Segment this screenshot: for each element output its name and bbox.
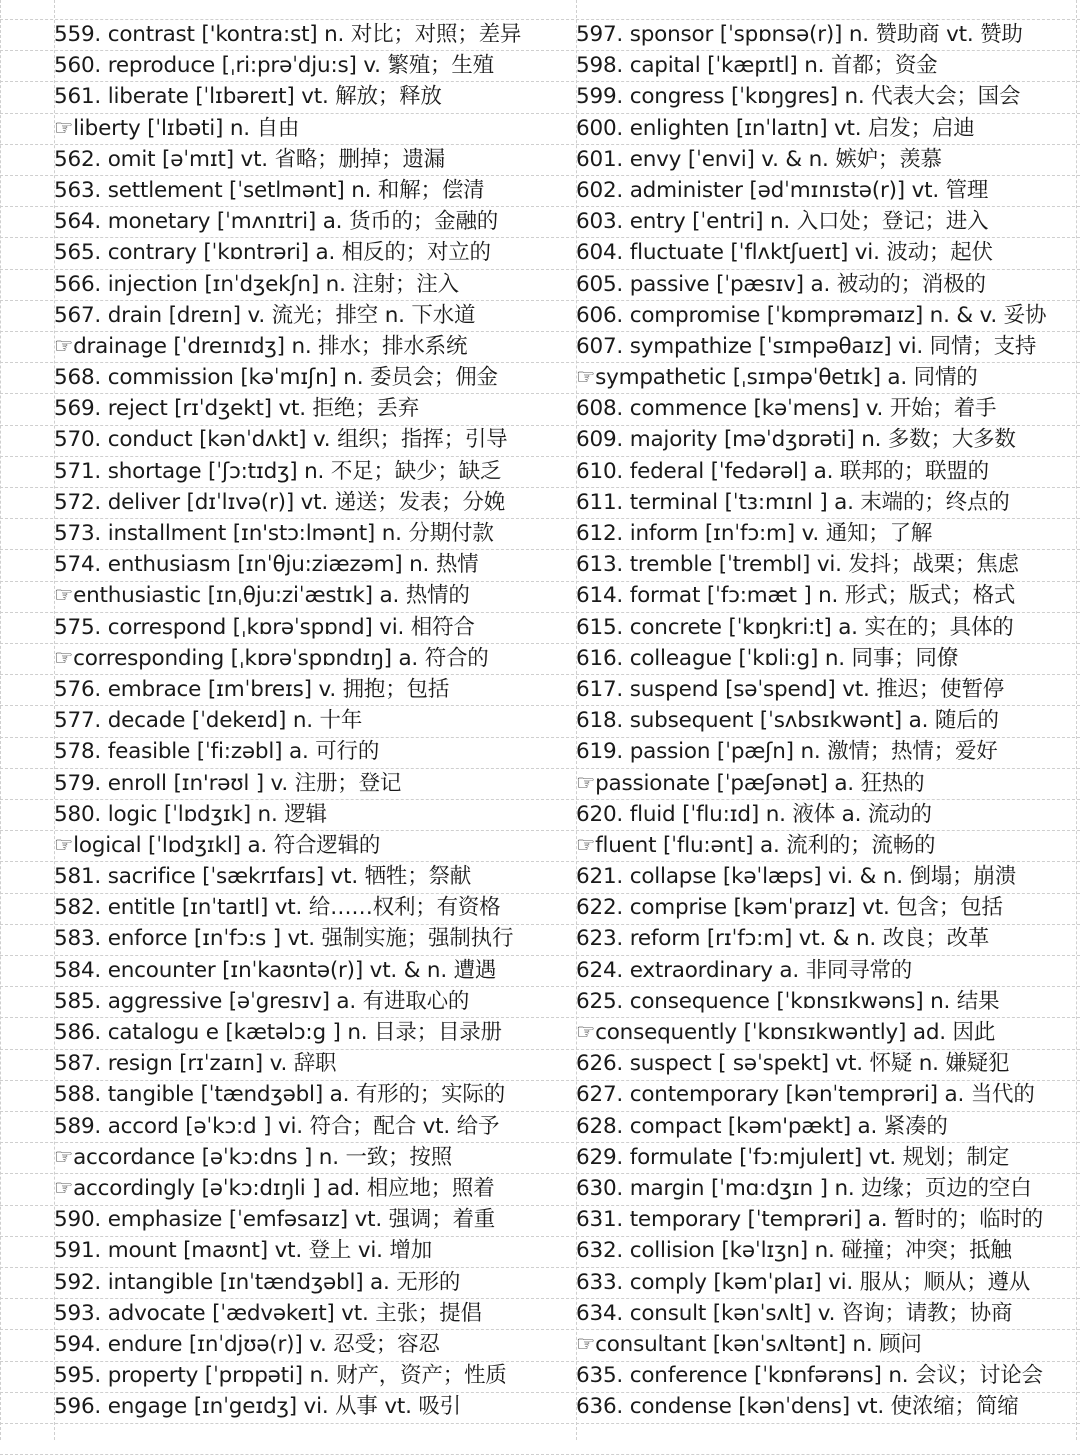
vocab-entry: 601. envy [ˈenvi] v. & n. 嫉妒；羡慕 xyxy=(576,146,942,172)
vocab-entry: 583. enforce [ɪnˈfɔ:s ] vt. 强制实施；强制执行 xyxy=(54,926,514,952)
vocab-entry: ☞accordance [əˈkɔ:dns ] n. 一致；按照 xyxy=(54,1144,452,1170)
vocab-entry: 592. intangible [ɪnˈtændʒəbl] a. 无形的 xyxy=(54,1269,461,1295)
vocab-entry: ☞fluent [ˈflu:ənt] a. 流利的；流畅的 xyxy=(576,832,936,858)
vocab-entry: 607. sympathize [ˈsɪmpəθaɪz] vi. 同情；支持 xyxy=(576,333,1037,359)
vocab-entry: 566. injection [ɪnˈdʒekʃn] n. 注射；注入 xyxy=(54,271,459,297)
vocab-entry: ☞consequently [ˈkɒnsɪkwəntly] ad. 因此 xyxy=(576,1020,996,1045)
vocab-entry: 624. extraordinary a. 非同寻常的 xyxy=(576,957,913,983)
vocab-entry: ☞corresponding [ˌkɒrəˈspɒndɪŋ] a. 符合的 xyxy=(54,645,489,671)
vocab-entry: 578. feasible [ˈfi:zəbl] a. 可行的 xyxy=(54,739,380,765)
vocab-entry: 597. sponsor [ˈspɒnsə(r)] n. 赞助商 vt. 赞助 xyxy=(576,22,1023,47)
vocab-entry: 632. collision [kəˈlɪʒn] n. 碰撞；冲突；抵触 xyxy=(576,1238,1012,1264)
vocab-entry: 568. commission [kəˈmɪʃn] n. 委员会；佣金 xyxy=(54,365,498,391)
vocab-entry: 603. entry [ˈentri] n. 入口处；登记；进入 xyxy=(576,209,989,235)
vocab-entry: 574. enthusiasm [ɪnˈθju:ziæzəm] n. 热情 xyxy=(54,552,479,578)
grid-line-vertical xyxy=(0,0,1,1440)
vocab-entry: 575. correspond [ˌkɒrəˈspɒnd] vi. 相符合 xyxy=(54,614,475,640)
vocab-entry: 613. tremble [ˈtrembl] vi. 发抖；战栗；焦虑 xyxy=(576,552,1019,578)
vocab-entry: 563. settlement [ˈsetlmənt] n. 和解；偿清 xyxy=(54,177,485,203)
vocab-entry: 623. reform [rɪˈfɔ:m] vt. & n. 改良；改革 xyxy=(576,926,990,952)
vocab-entry: 633. comply [kəmˈplaɪ] vi. 服从；顺从；遵从 xyxy=(576,1269,1031,1295)
vocab-entry: 636. condense [kənˈdens] vt. 使浓缩；简缩 xyxy=(576,1394,1019,1420)
vocab-entry: 579. enroll [ɪn'rəʊl ] v. 注册；登记 xyxy=(54,770,402,796)
vocab-entry: 609. majority [məˈdʒɒrəti] n. 多数；大多数 xyxy=(576,427,1016,453)
vocab-entry: 582. entitle [ɪnˈtaɪtl] vt. 给……权利；有资格 xyxy=(54,895,501,921)
vocab-entry: 614. format [ˈfɔ:mæt ] n. 形式；版式；格式 xyxy=(576,583,1016,609)
vocab-entry: ☞drainage [ˈdreɪnɪdʒ] n. 排水；排水系统 xyxy=(54,333,468,359)
vocab-entry: 627. contemporary [kənˈtemprəri] a. 当代的 xyxy=(576,1082,1035,1108)
vocab-entry: 594. endure [ɪnˈdjʊə(r)] v. 忍受；容忍 xyxy=(54,1331,440,1357)
vocab-entry: 559. contrast ['kontra:st] n. 对比；对照；差异 xyxy=(54,22,522,47)
vocab-entry: 560. reproduce [ˌri:prəˈdju:s] v. 繁殖；生殖 xyxy=(54,53,494,79)
vocab-entry: 616. colleague [ˈkɒli:g] n. 同事；同僚 xyxy=(576,645,959,671)
vocab-entry: 605. passive [ˈpæsɪv] a. 被动的；消极的 xyxy=(576,271,986,297)
vocab-entry: 626. suspect [ səˈspekt] vt. 怀疑 n. 嫌疑犯 xyxy=(576,1051,1010,1077)
vocab-entry: 588. tangible [ˈtændʒəbl] a. 有形的；实际的 xyxy=(54,1082,505,1108)
vocab-entry: 611. terminal [ˈtɜ:mɪnl ] a. 末端的；终点的 xyxy=(576,489,1010,515)
vocab-column-left xyxy=(54,19,554,1422)
vocab-entry: 596. engage [ɪnˈgeɪdʒ] vi. 从事 vt. 吸引 xyxy=(54,1394,461,1420)
vocab-entry: 606. compromise [ˈkɒmprəmaɪz] n. & v. 妥协 xyxy=(576,302,1047,328)
vocab-entry: 615. concrete [ˈkɒŋkri:t] a. 实在的；具体的 xyxy=(576,614,1014,640)
vocab-entry: 589. accord [əˈkɔ:d ] vi. 符合；配合 vt. 给予 xyxy=(54,1113,500,1139)
vocab-entry: 573. installment [ɪn'stɔ:lmənt] n. 分期付款 xyxy=(54,521,494,546)
vocab-entry: 631. temporary [ˈtemprəri] a. 暂时的；临时的 xyxy=(576,1207,1044,1233)
vocab-entry: 620. fluid [ˈflu:ɪd] n. 液体 a. 流动的 xyxy=(576,801,932,827)
vocab-entry: 567. drain [dreɪn] v. 流光；排空 n. 下水道 xyxy=(54,302,476,328)
vocab-entry: 581. sacrifice [ˈsækrɪfaɪs] vt. 牺牲；祭献 xyxy=(54,864,472,890)
vocab-entry: 635. conference [ˈkɒnfərəns] n. 会议；讨论会 xyxy=(576,1363,1043,1389)
vocab-entry: 570. conduct [kənˈdʌkt] v. 组织；指挥；引导 xyxy=(54,427,508,453)
vocab-entry: 580. logic [ˈlɒdʒɪk] n. 逻辑 xyxy=(54,801,327,827)
vocab-entry: 599. congress [ˈkɒŋgres] n. 代表大会；国会 xyxy=(576,84,1021,110)
vocab-entry: 604. fluctuate [ˈflʌktʃueɪt] vi. 波动；起伏 xyxy=(576,240,993,266)
vocab-entry: 577. decade [ˈdekeɪd] n. 十年 xyxy=(54,708,363,734)
vocab-entry: 572. deliver [dɪˈlɪvə(r)] vt. 递送；发表；分娩 xyxy=(54,489,506,515)
vocab-entry: ☞liberty [ˈlɪbəti] n. 自由 xyxy=(54,115,300,141)
vocab-entry: 634. consult [kənˈsʌlt] v. 咨询；请教；协商 xyxy=(576,1300,1013,1326)
vocab-entry: 630. margin [ˈmɑ:dʒɪn ] n. 边缘；页边的空白 xyxy=(576,1175,1032,1201)
vocab-entry: 608. commence [kəˈmens] v. 开始；着手 xyxy=(576,396,997,422)
vocab-entry: 625. consequence [ˈkɒnsɪkwəns] n. 结果 xyxy=(576,988,1000,1014)
vocab-entry: 587. resign [rɪˈzaɪn] v. 辞职 xyxy=(54,1051,337,1077)
vocab-entry: 598. capital [ˈkæpɪtl] n. 首都；资金 xyxy=(576,53,938,79)
grid-line-horizontal xyxy=(0,1423,1080,1424)
vocab-entry: 622. comprise [kəmˈpraɪz] vt. 包含；包括 xyxy=(576,895,1003,921)
vocab-entry: 571. shortage [ˈʃɔ:tɪdʒ] n. 不足；缺少；缺乏 xyxy=(54,458,502,484)
vocab-entry: 590. emphasize [ˈemfəsaɪz] vt. 强调；着重 xyxy=(54,1207,496,1233)
vocab-entry: 585. aggressive [əˈgresɪv] a. 有进取心的 xyxy=(54,988,470,1014)
vocab-entry: 602. administer [ədˈmɪnɪstə(r)] vt. 管理 xyxy=(576,177,989,203)
vocab-entry: 612. inform [ɪnˈfɔ:m] v. 通知；了解 xyxy=(576,521,933,546)
vocab-entry: 610. federal [ˈfedərəl] a. 联邦的；联盟的 xyxy=(576,458,989,484)
grid-line-vertical xyxy=(1076,0,1077,1440)
vocab-entry: 561. liberate [ˈlɪbəreɪt] vt. 解放；释放 xyxy=(54,84,442,110)
vocab-entry: 593. advocate [ˈædvəkeɪt] vt. 主张；提倡 xyxy=(54,1300,482,1326)
vocab-entry: ☞consultant [kənˈsʌltənt] n. 顾问 xyxy=(576,1331,922,1357)
vocab-entry: 600. enlighten [ɪnˈlaɪtn] vt. 启发；启迪 xyxy=(576,115,975,141)
vocab-entry: 617. suspend [səˈspend] vt. 推迟；使暂停 xyxy=(576,676,1005,702)
vocab-entry: 576. embrace [ɪmˈbreɪs] v. 拥抱；包括 xyxy=(54,676,450,702)
vocab-entry: ☞enthusiastic [ɪnˌθju:ziˈæstɪk] a. 热情的 xyxy=(54,583,470,609)
vocab-entry: 565. contrary [ˈkɒntrəri] a. 相反的；对立的 xyxy=(54,240,491,266)
vocab-column-right xyxy=(576,19,1076,1422)
vocab-entry: 591. mount [maʊnt] vt. 登上 vi. 增加 xyxy=(54,1238,433,1264)
vocab-entry: 628. compact [kəm'pækt] a. 紧凑的 xyxy=(576,1113,948,1139)
vocab-entry: ☞sympathetic [ˌsɪmpəˈθetɪk] a. 同情的 xyxy=(576,365,978,391)
vocab-entry: 621. collapse [kəˈlæps] vi. & n. 倒塌；崩溃 xyxy=(576,864,1017,890)
vocab-entry: 584. encounter [ɪnˈkaʊntə(r)] vt. & n. 遭遇 xyxy=(54,957,497,983)
vocab-entry: 586. catalogu e [kætəlɔ:g ] n. 目录；目录册 xyxy=(54,1020,502,1045)
vocab-entry: 569. reject [rɪˈdʒekt] vt. 拒绝；丢弃 xyxy=(54,396,420,422)
vocab-entry: 629. formulate [ˈfɔ:mjuleɪt] vt. 规划；制定 xyxy=(576,1144,1010,1170)
vocab-entry: 564. monetary [ˈmʌnɪtri] a. 货币的；金融的 xyxy=(54,209,499,235)
vocab-entry: ☞accordingly [əˈkɔ:dɪŋli ] ad. 相应地；照着 xyxy=(54,1175,495,1201)
vocab-entry: 619. passion [ˈpæʃn] n. 激情；热情；爱好 xyxy=(576,739,998,765)
vocab-entry: 618. subsequent [ˈsʌbsɪkwənt] a. 随后的 xyxy=(576,708,999,734)
vocab-entry: 562. omit [əˈmɪt] vt. 省略；删掉；遗漏 xyxy=(54,146,445,172)
vocab-entry: 595. property [ˈprɒpəti] n. 财产，资产；性质 xyxy=(54,1363,507,1389)
vocab-entry: ☞logical [ˈlɒdʒɪkl] a. 符合逻辑的 xyxy=(54,832,381,858)
vocab-entry: ☞passionate [ˈpæʃənət] a. 狂热的 xyxy=(576,770,925,796)
